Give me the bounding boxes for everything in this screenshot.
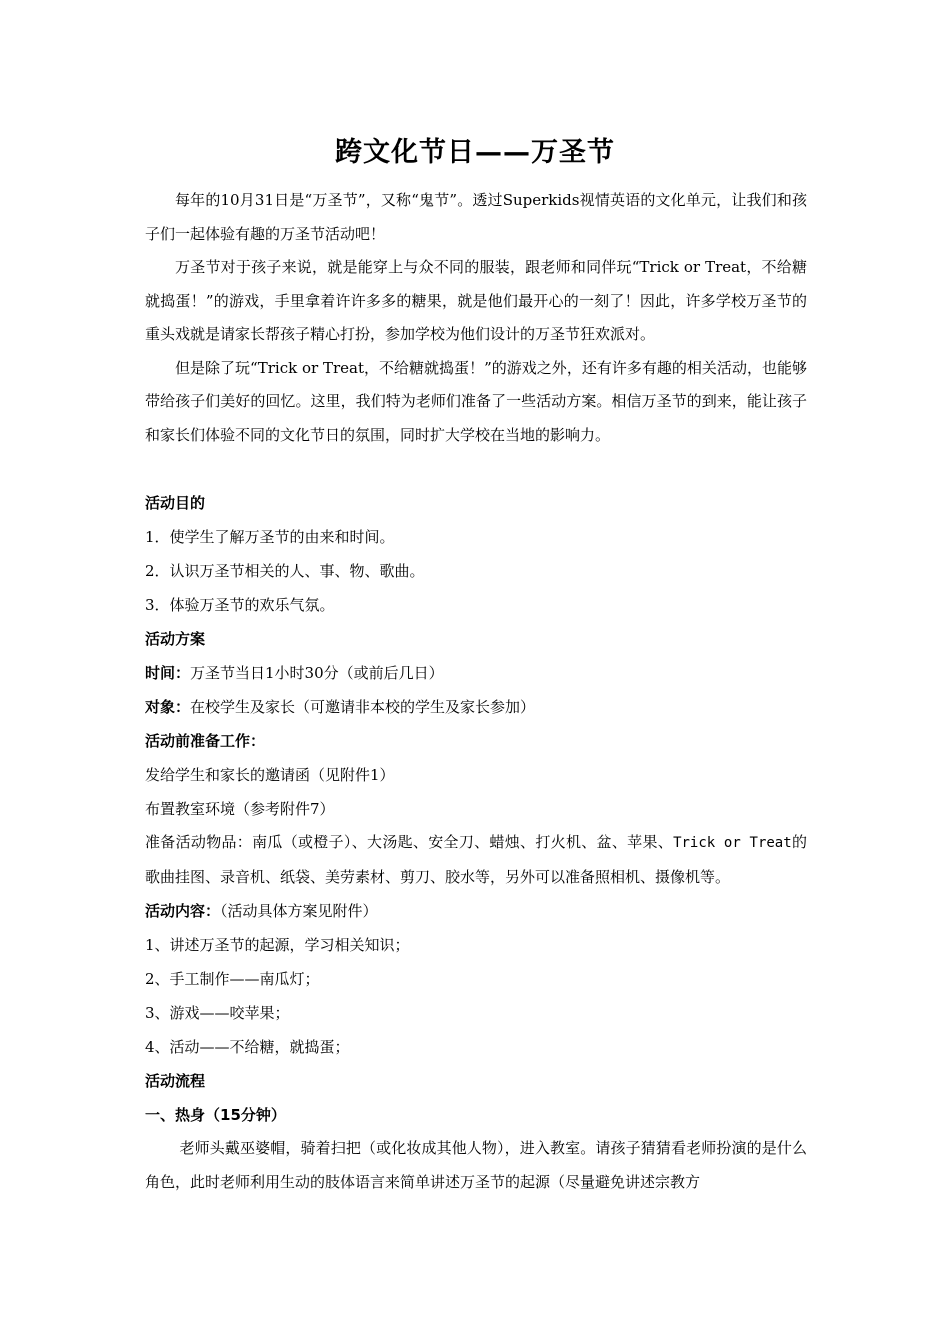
flow-step1-heading: 一、热身（15分钟） bbox=[145, 1106, 286, 1124]
intro-paragraph-2: 万圣节对于孩子来说，就是能穿上与众不同的服装，跟老师和同伴玩“Trick or Treat，不给糖就捣蛋！”的游戏，手里拿着许许多多的糖果，就是他们最开心的一刻了！因此，许多学校万圣节的重头戏就是请家长帮孩子精心打扮，参加学校为他们设计的万圣节狂欢派对。 bbox=[145, 258, 807, 343]
document-title: 跨文化节日——万圣节 bbox=[335, 137, 615, 168]
prep-item: 布置教室环境（参考附件7） bbox=[145, 800, 335, 818]
target-value: 在校学生及家长（可邀请非本校的学生及家长参加） bbox=[190, 698, 536, 716]
intro-paragraph-3: 但是除了玩“Trick or Treat，不给糖就捣蛋！”的游戏之外，还有许多有趣的相关活动，也能够带给孩子们美好的回忆。这里，我们特为老师们准备了一些活动方案。相信万圣节的到来，能让孩子和家长们体验不同的文化节日的氛围，同时扩大学校在当地的影响力。 bbox=[145, 358, 807, 444]
materials-prefix: 准备活动物品：南瓜（或橙子）、大汤匙、安全刀、蜡烛、打火机、盆、苹果、 bbox=[145, 833, 674, 851]
flow-step1-text: 老师头戴巫婆帽，骑着扫把（或化妆成其他人物），进入教室。请孩子猜猜看老师扮演的是什么角色，此时老师利用生动的肢体语言来简单讲述万圣节的起源（尽量避免讲述宗教方 bbox=[145, 1139, 807, 1191]
content-item: 3、游戏——咬苹果； bbox=[145, 1004, 290, 1022]
time-label: 时间： bbox=[145, 664, 191, 682]
content-item: 1、讲述万圣节的起源，学习相关知识； bbox=[145, 936, 410, 954]
goals-heading: 活动目的 bbox=[145, 494, 206, 512]
plan-time bbox=[145, 656, 807, 690]
plan-heading: 活动方案 bbox=[145, 630, 206, 648]
materials-paragraph bbox=[145, 826, 807, 894]
content-item: 2、手工制作——南瓜灯； bbox=[145, 970, 320, 988]
time-value: 万圣节当日1小时30分（或前后几日） bbox=[190, 664, 444, 682]
plan-content bbox=[145, 894, 807, 928]
goal-item: 1．使学生了解万圣节的由来和时间。 bbox=[145, 528, 395, 546]
content-label: 活动内容： bbox=[145, 902, 221, 920]
materials-suffix: 的歌曲挂图、录音机、纸袋、美劳素材、剪刀、胶水等，另外可以准备照相机、摄像机等。 bbox=[145, 833, 807, 886]
goal-item: 3．体验万圣节的欢乐气氛。 bbox=[145, 596, 335, 614]
spacer bbox=[145, 452, 807, 486]
content-item: 4、活动——不给糖，就捣蛋； bbox=[145, 1038, 350, 1056]
content-note: （活动具体方案见附件） bbox=[220, 902, 378, 920]
plan-target bbox=[145, 690, 807, 724]
materials-song-name: Trick or Treat bbox=[673, 835, 792, 851]
target-label: 对象： bbox=[145, 698, 191, 716]
prep-item: 发给学生和家长的邀请函（见附件1） bbox=[145, 766, 395, 784]
intro-paragraph-1: 每年的10月31日是“万圣节”，又称“鬼节”。透过Superkids视情英语的文化单元，让我们和孩子们一起体验有趣的万圣节活动吧！ bbox=[145, 191, 807, 243]
document-body bbox=[145, 184, 807, 1199]
prep-heading: 活动前准备工作： bbox=[145, 732, 266, 750]
goal-item: 2．认识万圣节相关的人、事、物、歌曲。 bbox=[145, 562, 425, 580]
flow-heading: 活动流程 bbox=[145, 1072, 206, 1090]
